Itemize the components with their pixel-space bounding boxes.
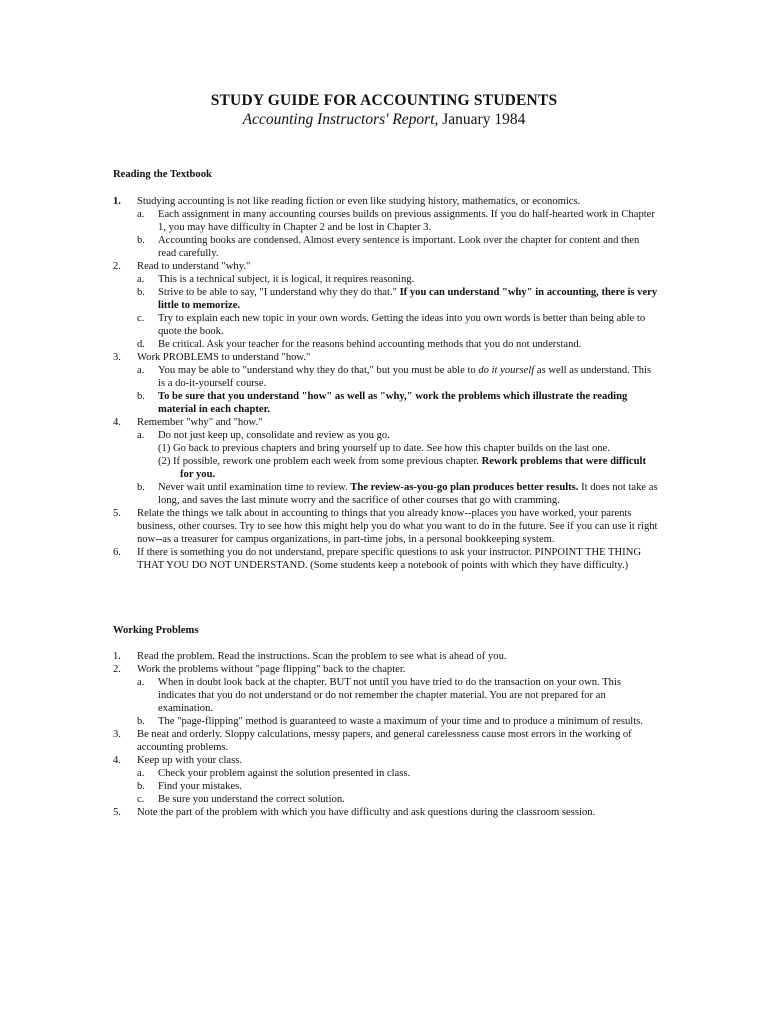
sub-letter: d. xyxy=(137,339,145,350)
sub-letter: b. xyxy=(137,287,145,298)
list-item xyxy=(113,416,658,507)
sub-letter: a. xyxy=(137,274,145,285)
sub-item xyxy=(137,481,658,507)
sub-letter: b. xyxy=(137,781,145,792)
item-number: 4. xyxy=(113,755,121,766)
sub-letter: a. xyxy=(137,430,145,441)
list-item xyxy=(113,351,658,416)
sub-item xyxy=(137,767,658,780)
sub-text: Check your problem against the solution presented in class. xyxy=(158,768,411,779)
sub-letter: c. xyxy=(137,794,145,805)
sub-item xyxy=(137,429,658,481)
list-item xyxy=(113,663,658,728)
sub-text: This is a technical subject, it is logical, it requires reasoning. xyxy=(158,274,415,285)
document-title: STUDY GUIDE FOR ACCOUNTING STUDENTS xyxy=(210,92,558,109)
point-item xyxy=(158,442,658,455)
sub-item xyxy=(137,793,658,806)
sub-text: Be sure you understand the correct solution. xyxy=(158,794,345,805)
list-item xyxy=(113,728,658,754)
sub-text: Strive to be able to say, "I understand why they do that." xyxy=(158,287,400,298)
sub-text-tail: as well as understand. This is a do-it-yourself course. xyxy=(158,365,652,389)
item-number: 5. xyxy=(113,807,121,818)
list-item xyxy=(113,260,658,351)
item-text: Be neat and orderly. Sloppy calculations, messy papers, and general carelessness cause most errors in the working of accounting problems. xyxy=(137,729,632,753)
subtitle-source: Accounting Instructors' Report xyxy=(242,111,435,128)
section-heading-problems: Working Problems xyxy=(113,625,199,636)
sub-text: Never wait until examination time to review. xyxy=(158,482,351,493)
sub-letter: a. xyxy=(137,768,145,779)
item-number: 1. xyxy=(113,196,121,207)
sub-letter: b. xyxy=(137,716,145,727)
item-text: Work PROBLEMS to understand "how." xyxy=(137,352,311,363)
document-subtitle xyxy=(0,111,768,129)
point-list xyxy=(158,442,658,481)
sub-text: Be critical. Ask your teacher for the reasons behind accounting methods that you do not understand. xyxy=(158,339,582,350)
sub-text: Find your mistakes. xyxy=(158,781,242,792)
item-text: Keep up with your class. xyxy=(137,755,243,766)
item-text: Studying accounting is not like reading fiction or even like studying history, mathematics, or economics. xyxy=(137,196,581,207)
sub-item xyxy=(137,338,658,351)
sub-item xyxy=(137,273,658,286)
item-number: 3. xyxy=(113,729,121,740)
point-text: (2) If possible, rework one problem each week from some previous chapter. xyxy=(158,456,482,467)
section-heading-reading: Reading the Textbook xyxy=(113,169,212,180)
item-number: 2. xyxy=(113,261,121,272)
item-text: Read the problem. Read the instructions. Scan the problem to see what is ahead of you. xyxy=(137,651,507,662)
item-text: Remember "why" and "how." xyxy=(137,417,263,428)
sub-item xyxy=(137,780,658,793)
list-item xyxy=(113,754,658,806)
list-item xyxy=(113,546,658,572)
sub-text-emphasis: To be sure that you understand "how" as well as "why," work the problems which illustrate the reading material in each chapter. xyxy=(158,391,628,415)
item-text: Read to understand "why." xyxy=(137,261,251,272)
sub-letter: a. xyxy=(137,209,145,220)
list-item xyxy=(113,507,658,546)
sub-text: When in doubt look back at the chapter. BUT not until you have tried to do the transaction on your own. This indicates that you do not understand or do not remember the chapter material. You are not prepared for an examination. xyxy=(158,677,621,714)
item-text: Note the part of the problem with which you have difficulty and ask questions during the classroom session. xyxy=(137,807,596,818)
item-number: 4. xyxy=(113,417,121,428)
sub-letter: b. xyxy=(137,482,145,493)
sub-item xyxy=(137,234,658,260)
sub-text-emphasis: The review-as-you-go plan produces better results. xyxy=(350,482,579,493)
point-item xyxy=(158,455,658,481)
subtitle-date: , January 1984 xyxy=(434,111,526,128)
sub-letter: a. xyxy=(137,365,145,376)
sub-item xyxy=(137,715,658,728)
sub-text: Accounting books are condensed. Almost every sentence is important. Look over the chapter for content and then read carefully. xyxy=(158,235,640,259)
sub-letter: b. xyxy=(137,391,145,402)
item-text: Work the problems without "page flipping" back to the chapter. xyxy=(137,664,406,675)
sub-letter: a. xyxy=(137,677,145,688)
item-number: 2. xyxy=(113,664,121,675)
sub-item xyxy=(137,312,658,338)
sub-item xyxy=(137,390,658,416)
item-text: If there is something you do not understand, prepare specific questions to ask your instructor. PINPOINT THE THING THAT YOU DO NOT UNDERSTAND. (Some students keep a notebook of points with which they have difficulty.) xyxy=(137,547,641,571)
item-number: 1. xyxy=(113,651,121,662)
sub-text: The "page-flipping" method is guaranteed to waste a maximum of your time and to produce a minimum of results. xyxy=(158,716,643,727)
sub-text-emphasis: If you can understand "why" in accounting, there is very little to memorize. xyxy=(158,287,658,311)
sub-text-italic: do it yourself xyxy=(478,365,535,376)
item-number: 5. xyxy=(113,508,121,519)
list-item xyxy=(113,195,658,260)
sub-text: You may be able to "understand why they do that," but you must be able to xyxy=(158,365,479,376)
sub-item xyxy=(137,676,658,715)
sub-item xyxy=(137,364,658,390)
sub-item xyxy=(137,208,658,234)
sub-text-tail: It does not take as long, and saves the last minute worry and the sacrifice of other courses that go with cramming. xyxy=(158,482,658,506)
sub-text: Try to explain each new topic in your own words. Getting the ideas into you own words is better than being able to quote the book. xyxy=(158,313,646,337)
problems-list xyxy=(113,650,658,819)
item-number: 6. xyxy=(113,547,121,558)
point-text: (1) Go back to previous chapters and bring yourself up to date. See how this chapter builds on the last one. xyxy=(158,443,610,454)
item-number: 3. xyxy=(113,352,121,363)
sub-letter: b. xyxy=(137,235,145,246)
list-item xyxy=(113,806,658,819)
list-item xyxy=(113,650,658,663)
point-text-emphasis: Rework problems that were difficult for you. xyxy=(180,456,646,480)
reading-list xyxy=(113,195,658,572)
sub-letter: c. xyxy=(137,313,145,324)
sub-item xyxy=(137,286,658,312)
sub-text: Do not just keep up, consolidate and review as you go. xyxy=(158,430,390,441)
sub-text: Each assignment in many accounting courses builds on previous assignments. If you do half-hearted work in Chapter 1, you may have difficulty in Chapter 2 and be lost in Chapter 3. xyxy=(158,209,655,233)
item-text: Relate the things we talk about in accounting to things that you already know--places you have worked, your parents business, other courses. Try to see how this might help you do what you want to do in the future. See if you can use it right now--as a treasurer for campus organizations, in part-time jobs, in a personal bookkeeping system. xyxy=(137,508,658,545)
